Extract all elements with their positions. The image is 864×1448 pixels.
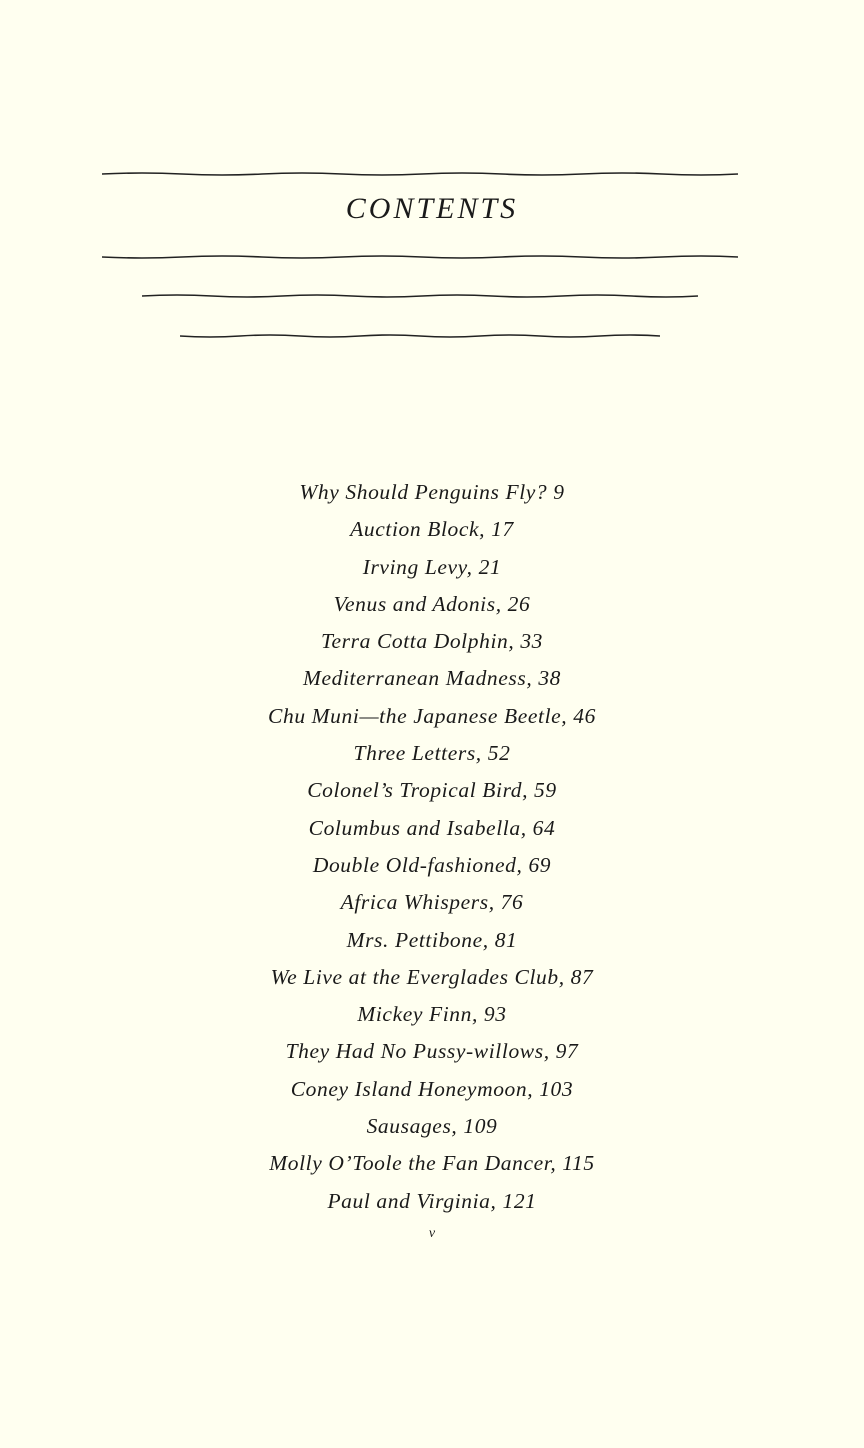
toc-entry: Venus and Adonis, 26 <box>333 591 531 616</box>
toc-entry: Molly O’Toole the Fan Dancer, 115 <box>269 1151 595 1176</box>
toc-entry: Colonel’s Tropical Bird, 59 <box>307 778 557 803</box>
toc-entry: Terra Cotta Dolphin, 33 <box>320 629 544 654</box>
toc-entry: Mrs. Pettibone, 81 <box>346 927 518 952</box>
toc-entry: Columbus and Isabella, 64 <box>308 815 556 840</box>
page-number: v <box>428 1226 436 1241</box>
toc-entry: Mickey Finn, 93 <box>357 1002 507 1027</box>
table-of-contents <box>0 474 864 1220</box>
toc-entry: We Live at the Everglades Club, 87 <box>270 964 594 989</box>
rule-third <box>142 293 698 296</box>
toc-entry: Coney Island Honeymoon, 103 <box>290 1076 574 1101</box>
toc-entry: Three Letters, 52 <box>353 741 511 766</box>
toc-entry: Mediterranean Madness, 38 <box>302 666 562 691</box>
toc-entry: Auction Block, 17 <box>350 517 514 542</box>
toc-entry: Paul and Virginia, 121 <box>327 1188 537 1213</box>
toc-entry: Why Should Penguins Fly? 9 <box>299 480 565 504</box>
toc-entry: Chu Muni—the Japanese Beetle, 46 <box>268 703 596 728</box>
rule-fourth <box>180 333 660 336</box>
toc-entry: They Had No Pussy-willows, 97 <box>285 1039 579 1064</box>
page-title: CONTENTS <box>345 192 519 225</box>
rule-below-title <box>102 254 738 257</box>
toc-entry: Africa Whispers, 76 <box>340 890 524 915</box>
toc-entry: Double Old-fashioned, 69 <box>312 852 552 877</box>
toc-entry: Irving Levy, 21 <box>362 554 502 579</box>
top-rule <box>102 171 738 174</box>
toc-entry: Sausages, 109 <box>366 1114 498 1139</box>
